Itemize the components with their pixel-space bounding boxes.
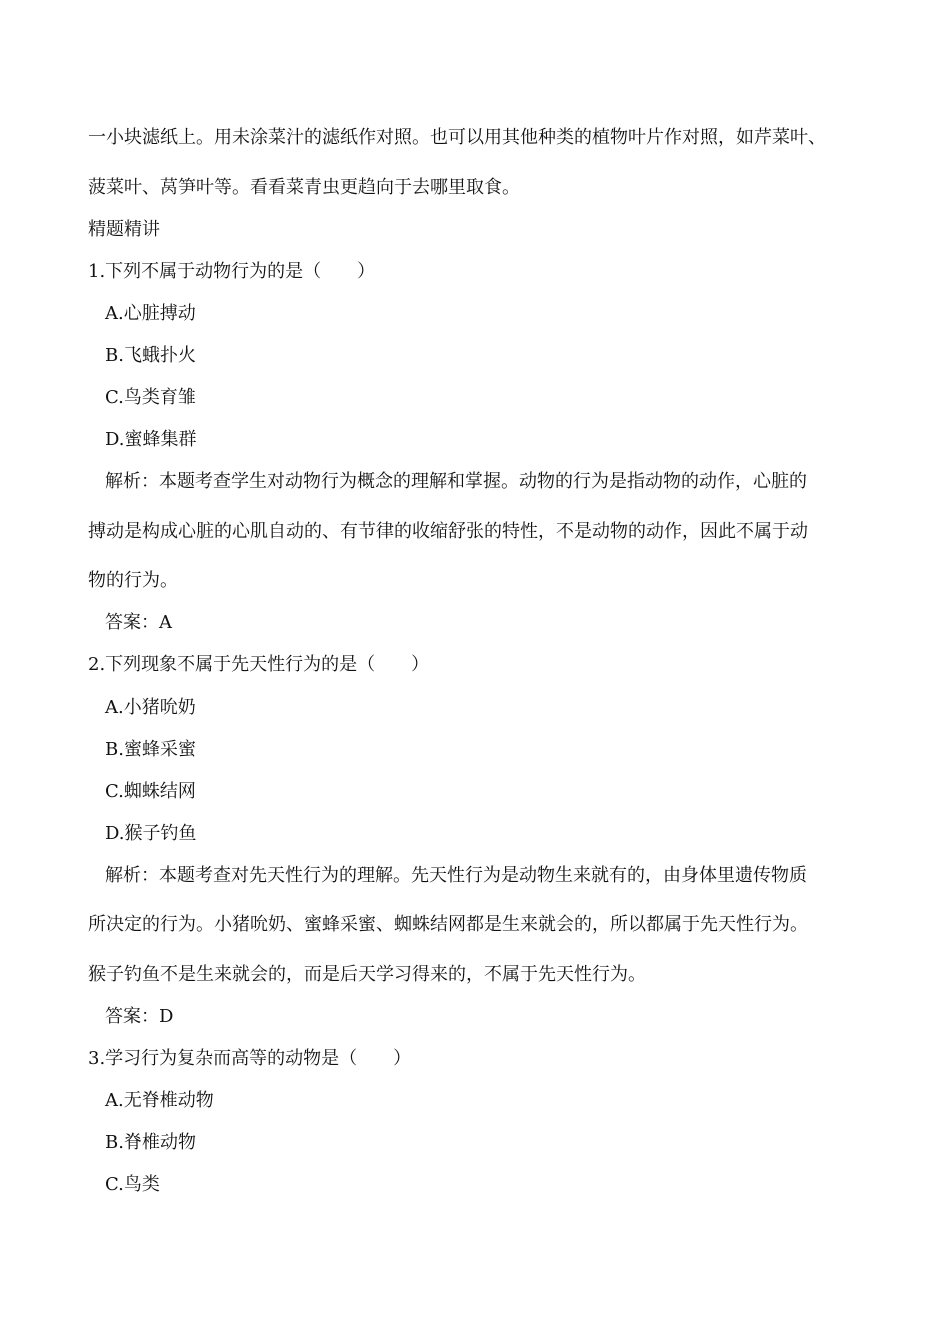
q3-option-b: B.脊椎动物 — [105, 1132, 196, 1153]
q1-answer: 答案：A — [105, 612, 172, 633]
q3-option-c: C.鸟类 — [105, 1174, 160, 1195]
q3-option-a: A.无脊椎动物 — [105, 1090, 214, 1111]
q2-analysis-line-1: 解析：本题考查对先天性行为的理解。先天性行为是动物生来就有的，由身体里遗传物质 — [105, 865, 807, 886]
q1-option-d: D.蜜蜂集群 — [105, 429, 197, 450]
intro-line-1: 一小块滤纸上。用未涂菜汁的滤纸作对照。也可以用其他种类的植物叶片作对照，如芹菜叶、 — [88, 127, 826, 148]
q1-option-b: B.飞蛾扑火 — [105, 345, 196, 366]
q1-option-a: A.心脏搏动 — [105, 303, 196, 324]
question-2: 2.下列现象不属于先天性行为的是（ ） — [88, 654, 430, 675]
q1-analysis-line-2: 搏动是构成心脏的心肌自动的、有节律的收缩舒张的特性，不是动物的动作，因此不属于动 — [88, 521, 808, 542]
intro-line-2: 菠菜叶、莴笋叶等。看看菜青虫更趋向于去哪里取食。 — [88, 177, 520, 198]
q2-option-c: C.蜘蛛结网 — [105, 781, 196, 802]
q2-analysis-line-3: 猴子钓鱼不是生来就会的，而是后天学习得来的，不属于先天性行为。 — [88, 964, 646, 985]
question-1: 1.下列不属于动物行为的是（ ） — [88, 261, 376, 282]
q2-answer: 答案：D — [105, 1006, 174, 1027]
section-title: 精题精讲 — [88, 219, 160, 240]
q2-option-d: D.猴子钓鱼 — [105, 823, 197, 844]
q2-option-b: B.蜜蜂采蜜 — [105, 739, 196, 760]
q2-analysis-line-2: 所决定的行为。小猪吮奶、蜜蜂采蜜、蜘蛛结网都是生来就会的，所以都属于先天性行为。 — [88, 914, 808, 935]
question-3: 3.学习行为复杂而高等的动物是（ ） — [88, 1048, 412, 1069]
q1-analysis-line-1: 解析：本题考查学生对动物行为概念的理解和掌握。动物的行为是指动物的动作，心脏的 — [105, 471, 807, 492]
q2-option-a: A.小猪吮奶 — [105, 697, 196, 718]
q1-option-c: C.鸟类育雏 — [105, 387, 196, 408]
q1-analysis-line-3: 物的行为。 — [88, 570, 178, 591]
